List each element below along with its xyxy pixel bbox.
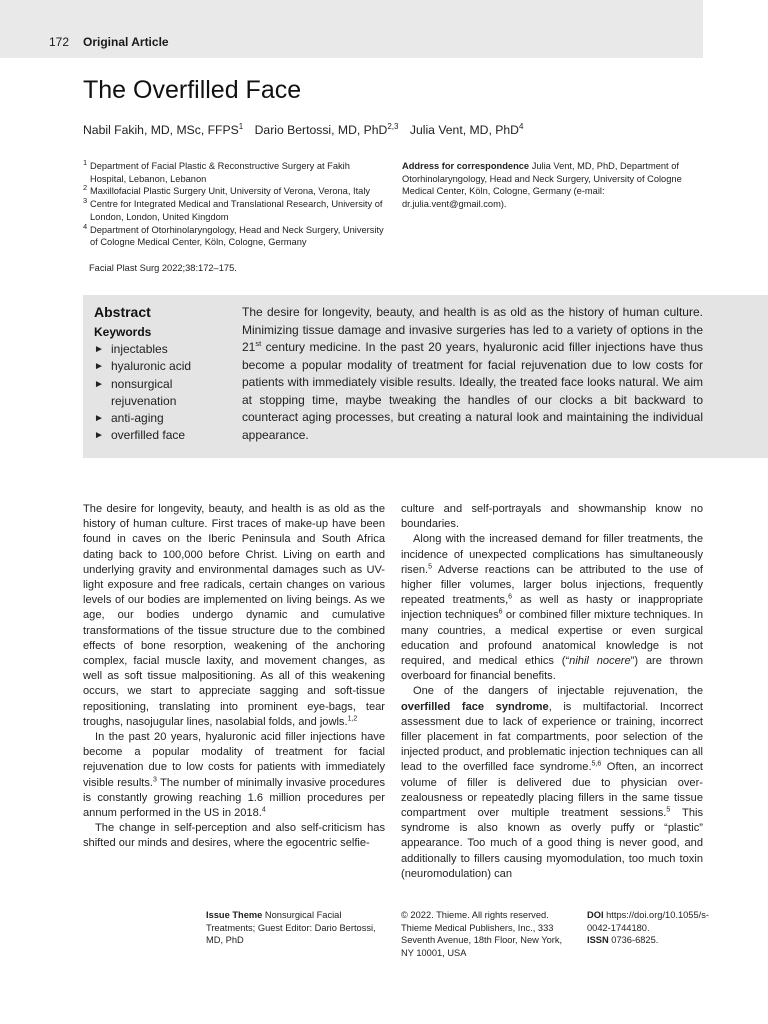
citation-ref: 5 [428, 563, 433, 571]
keyword-item: ► hyaluronic acid [94, 358, 234, 375]
author-affil-ref: 4 [518, 122, 524, 131]
body-paragraph: In the past 20 years, hyaluronic acid filler injections have become a popular modality of treatment for facial rejuvenation due to low costs for patients with immediately visible results.$^3$ The number of minimally invasive procedures is constantly growing reaching 1.6 million procedures per annum performed in the US in 2018.$^4$ [83, 731, 385, 820]
citation-ref: 3 [153, 775, 157, 783]
body-paragraph: One of the dangers of injectable rejuvenation, the overfilled face syndrome, is multifactorial. Incorrect assessment due to lack of experience or training, incorrect filler placement in fat compartments, poor selection of the injected product, and problematic injection techniques can all lead to the overfilled face syndrome.$^{5,6}$ Often, an incorrect volume of filler is delivered due to physician over-zealousness or repeatedly placing fillers in the same tissue compartment over multiple treatment sessions.$^5$ This syndrome is also known as overly puffy or “plastic” appearance. Too much of a good thing is never good, and additionally to fillers causing myomodulation, too much toxin (neuromodulation) can [401, 685, 704, 880]
arrow-icon: ► [94, 413, 104, 425]
author-name: Nabil Fakih, MD, MSc, FFPS [83, 123, 239, 138]
section-label: Original Article [83, 35, 169, 49]
running-header [0, 0, 703, 58]
issue-theme-label: Issue Theme [206, 910, 263, 920]
page-number: 172 [49, 35, 70, 49]
affiliation-2: 2 Maxillofacial Plastic Surgery Unit, University of Verona, Verona, Italy [83, 183, 371, 197]
doi-link[interactable]: https://doi.org/10.1055/s-0042-1744180. [587, 910, 709, 933]
body-column-right [401, 502, 703, 882]
keyword-list [94, 341, 234, 445]
citation-ref: 1,2 [347, 715, 358, 723]
citation-ref: 5 [666, 806, 671, 814]
affiliations [83, 160, 388, 249]
citation-line: Facial Plast Surg 2022;38:172–175. [89, 263, 237, 273]
affiliation-1: 1 Department of Facial Plastic & Reconstructive Surgery at Fakih Hospital, Lebanon, Lebanon [83, 158, 350, 184]
affiliation-3: 3 Centre for Integrated Medical and Translational Research, University of London, London, United Kingdom [83, 196, 383, 222]
arrow-icon: ► [94, 378, 104, 390]
abstract-sidebar [94, 304, 234, 445]
abstract-heading: Abstract [94, 304, 151, 320]
body-paragraph: The desire for longevity, beauty, and health is as old as the history of human culture. First traces of make-up have been found in caves on the Iberic Peninsula and South Africa dating back to 100,000 before Christ. Living on earth and underlying gravity and environmental damages such as UV-light exposure and free radicals, certain changes on various levels of our bodies are implemented on living beings. As we age, our bodies undergo dynamic and cumulative transformations of the tissue structure due to the combined effects of bone resorption, weakening of the anchoring complex, facial muscle laxity, and movement changes, as well as soft tissue malpositioning. As all of this weakening occurs, we start to appreciate sagging and soft-tissue repositioning, translating into prominent eye-bags, tear troughs, nasojugular lines, nasolabial folds, and jowls.$^{1,2}$ [83, 503, 385, 728]
author-name: Dario Bertossi, MD, PhD [254, 123, 388, 138]
issn-line: ISSN 0736-6825. [587, 935, 659, 946]
issue-theme-text: Nonsurgical Facial Treatments; Guest Editor: Dario Bertossi, MD, PhD [206, 910, 376, 946]
author-3 [410, 123, 524, 137]
citation-ref: 6 [498, 608, 503, 616]
article-title: The Overfilled Face [83, 76, 302, 104]
arrow-icon: ► [94, 361, 104, 373]
author-2 [255, 123, 399, 137]
citation-ref: 6 [508, 593, 513, 601]
correspondence-address [402, 160, 707, 211]
body-paragraph: culture and self-portrayals and showmanship know no boundaries. [401, 503, 703, 531]
author-list [83, 122, 531, 137]
body-paragraph: The change in self-perception and also self-criticism has shifted our minds and desires, where the egocentric selfie- [83, 822, 385, 850]
citation-ref: 4 [261, 806, 266, 814]
correspondence-label: Address for correspondence [402, 161, 530, 171]
author-name: Julia Vent, MD, PhD [409, 123, 519, 138]
footer-issue-theme [206, 909, 386, 947]
footer-identifiers [587, 909, 717, 947]
body-column-left [83, 502, 385, 852]
author-affil-ref: 1 [238, 122, 244, 131]
correspondence-text: Julia Vent, MD, PhD, Department of Otorhinolaryngology, Head and Neck Surgery, University of Cologne Medical Center, Köln, Cologne, Germany (e-mail: dr.julia.vent@gmail.com). [402, 161, 682, 210]
keyword-item: ► injectables [94, 341, 234, 358]
author-affil-ref: 2,3 [387, 122, 399, 131]
keyword-item: ► overfilled face [94, 427, 234, 444]
keyword-item: ► anti-aging [94, 410, 234, 427]
keywords-heading: Keywords [94, 325, 152, 339]
abstract-text: The desire for longevity, beauty, and health is as old as the history of human culture. Minimizing tissue damage and invasive surgeries has led to a variety of options in the 21st century medicine. In the past 20 years, hyaluronic acid filler injections have thus become a popular modality of treatment for facial rejuvenation due to low costs for patients with immediately visible results. Ideally, the treated face looks natural. We aim at stopping time, maybe tweaking the handles of our clocks a bit backward to counteract aging processes, but creating a natural look and maintaining the individual appearance. [242, 305, 703, 442]
author-1 [83, 123, 243, 137]
footer-copyright: © 2022. Thieme. All rights reserved. Thieme Medical Publishers, Inc., 333 Seventh Avenue, 18th Floor, New York, NY 10001, USA [401, 910, 563, 959]
keyword-item: ► nonsurgical rejuvenation [94, 376, 177, 408]
body-paragraph: Along with the increased demand for filler treatments, the incidence of unexpected complications has simultaneously risen.$^5$ Adverse reactions can be attributed to the use of higher filler volumes, larger bolus injections, frequently repeated treatments,$^6$ as well as hasty or inappropriate injection techniques$^6$ or combined filler mixture techniques. In many countries, a medical expertise or even surgical education and profound anatomical knowledge is not required, and medical ethics (“nihil nocere”) are thrown overboard for financial benefits. [401, 533, 703, 683]
arrow-icon: ► [94, 430, 104, 442]
affiliation-4: 4 Department of Otorhinolaryngology, Head and Neck Surgery, University of Cologne Medical Center, Köln, Cologne, Germany [83, 221, 384, 248]
doi-line: DOI https://doi.org/10.1055/s-0042-1744180. [587, 910, 709, 933]
arrow-icon: ► [94, 344, 104, 355]
citation-ref: 5,6 [591, 760, 602, 768]
abstract-box [83, 295, 768, 458]
